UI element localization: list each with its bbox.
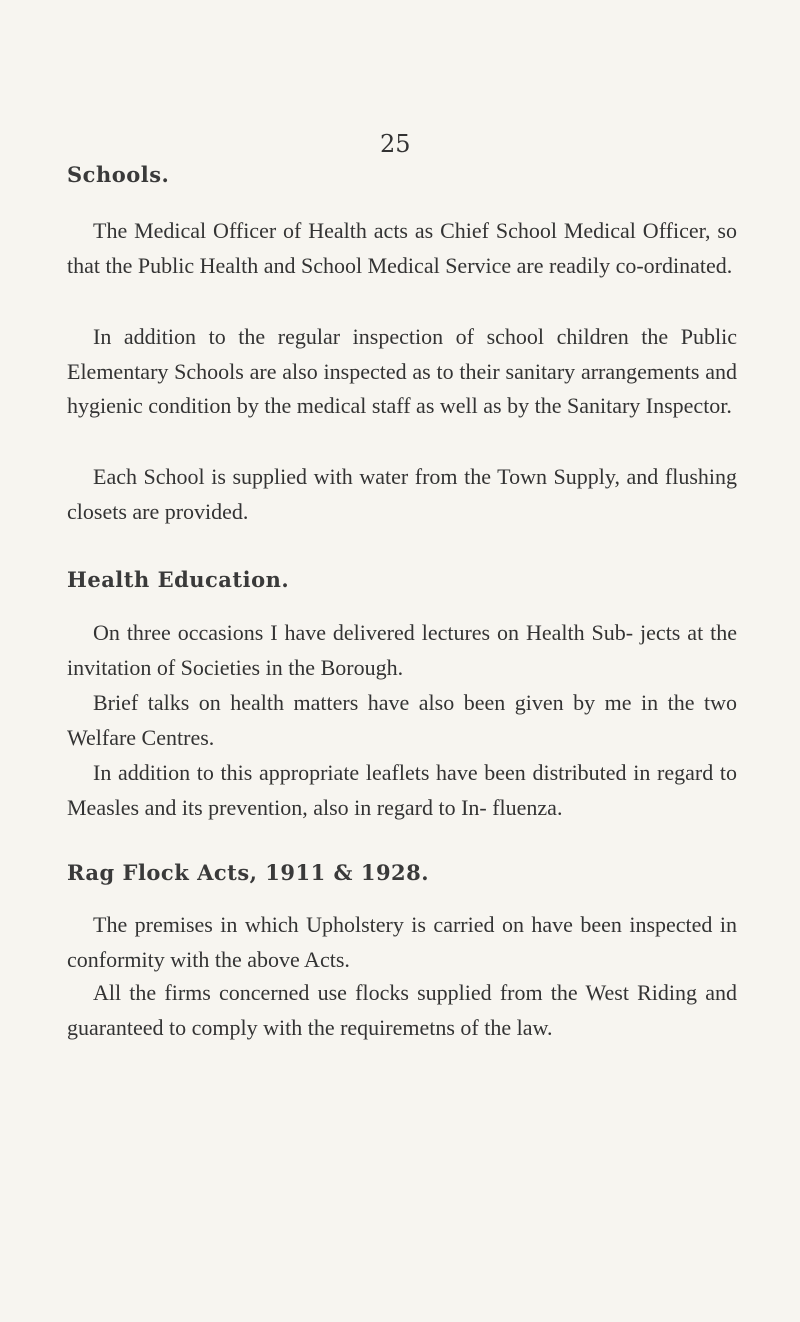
paragraph-schools-1: The Medical Officer of Health acts as Chief School Medical Officer, so that the Public Health and School Medical Service are readily co-ordinated. xyxy=(67,218,737,278)
paragraph-rag-flock-2: All the firms concerned use flocks supplied from the West Riding and guaranteed to comply with the requiremetns of the law. xyxy=(67,980,737,1040)
paragraph-schools-2: In addition to the regular inspection of school children the Public Elementary Schools are also inspected as to their sanitary arrangements and hygienic condition by the medical staff as well as by the Sanitary Inspector. xyxy=(67,324,737,418)
paragraph-health-education-1: On three occasions I have delivered lectures on Health Sub- jects at the invitation of Societies in the Borough. xyxy=(67,620,737,680)
section-heading-health-education: Health Education. xyxy=(67,567,290,592)
paragraph-rag-flock-1: The premises in which Upholstery is carried on have been inspected in conformity with the above Acts. xyxy=(67,912,737,972)
section-heading-rag-flock-acts: Rag Flock Acts, 1911 & 1928. xyxy=(67,860,430,885)
page-number: 25 xyxy=(380,130,411,158)
paragraph-health-education-2: Brief talks on health matters have also been given by me in the two Welfare Centres. xyxy=(67,690,737,750)
section-heading-schools: Schools. xyxy=(67,162,170,187)
paragraph-schools-3: Each School is supplied with water from the Town Supply, and flushing closets are provided. xyxy=(67,464,737,524)
paragraph-health-education-3: In addition to this appropriate leaflets have been distributed in regard to Measles and its prevention, also in regard to In- fluenza. xyxy=(67,760,737,820)
